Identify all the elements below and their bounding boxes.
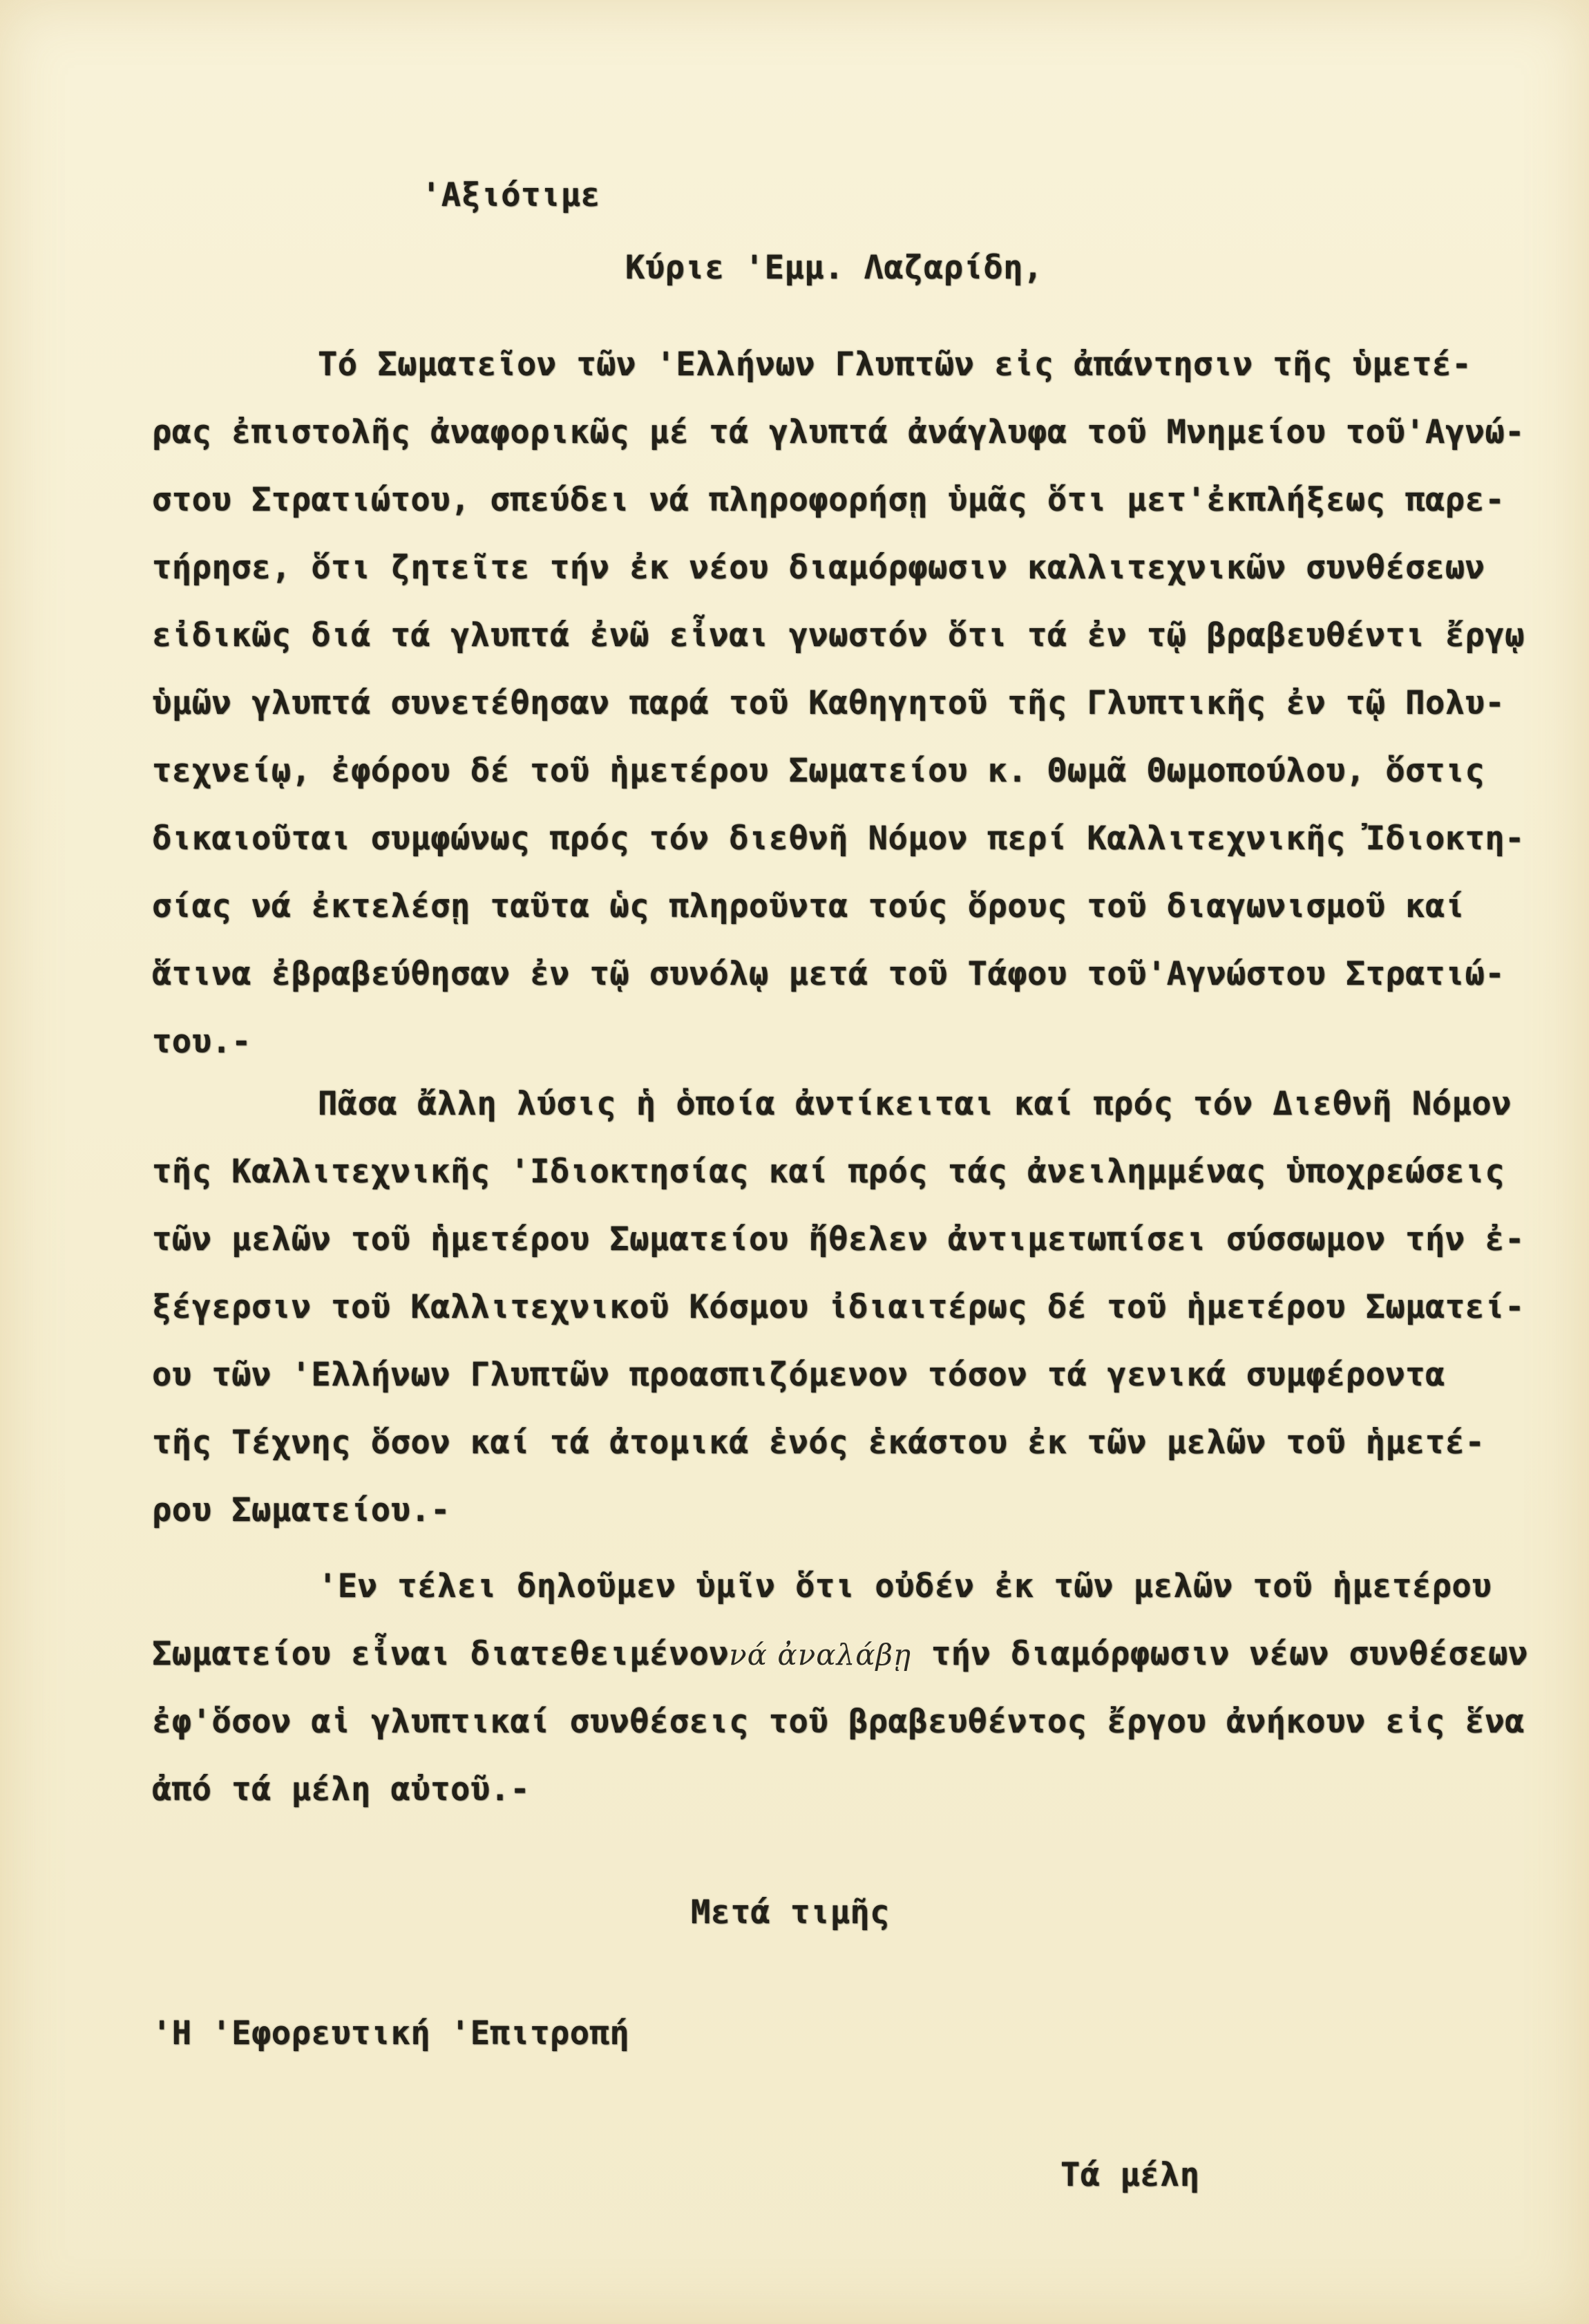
paragraph-1-line: του.- <box>152 1023 251 1061</box>
paragraph-2-line: τῶν μελῶν τοῦ ἡμετέρου Σωματείου ἤθελεν ἀντιμετωπίσει σύσσωμον τήν ἐ- <box>152 1220 1525 1258</box>
handwritten-insertion: νά ἀναλάβῃ <box>729 1638 912 1672</box>
paragraph-1-line: στου Στρατιώτου, σπεύδει νά πληροφορήσῃ ὑμᾶς ὅτι μετ'ἐκπλήξεως παρε- <box>152 481 1505 519</box>
salutation: 'Αξιότιμε <box>421 176 601 214</box>
paragraph-2-line: τῆς Τέχνης ὅσον καί τά ἀτομικά ἑνός ἑκάστου ἐκ τῶν μελῶν τοῦ ἡμετέ- <box>152 1424 1485 1462</box>
typed-text: τήν διαμόρφωσιν νέων συνθέσεων <box>931 1635 1528 1673</box>
paragraph-1-line: Τό Σωματεῖον τῶν 'Ελλήνων Γλυπτῶν εἰς ἀπάντησιν τῆς ὑμετέ- <box>318 346 1472 384</box>
paragraph-3-line <box>152 1635 1528 1673</box>
paragraph-2-line: ρου Σωματείου.- <box>152 1491 450 1529</box>
paragraph-3-line: ἐφ'ὅσον αἱ γλυπτικαί συνθέσεις τοῦ βραβευθέντος ἔργου ἀνήκουν εἰς ἕνα <box>152 1703 1525 1741</box>
paragraph-1-line: σίας νά ἐκτελέσῃ ταῦτα ὡς πληροῦντα τούς ὅρους τοῦ διαγωνισμοῦ καί <box>152 887 1465 925</box>
paragraph-3-line: 'Εν τέλει δηλοῦμεν ὑμῖν ὅτι οὐδέν ἐκ τῶν μελῶν τοῦ ἡμετέρου <box>318 1567 1492 1605</box>
paragraph-1-line: τήρησε, ὅτι ζητεῖτε τήν ἐκ νέου διαμόρφωσιν καλλιτεχνικῶν συνθέσεων <box>152 549 1485 587</box>
paragraph-3-line: ἀπό τά μέλη αὐτοῦ.- <box>152 1770 531 1808</box>
addressee: Κύριε 'Εμμ. Λαζαρίδη, <box>625 249 1043 287</box>
paragraph-1-line: ρας ἐπιστολῆς ἀναφορικῶς μέ τά γλυπτά ἀνάγλυφα τοῦ Μνημείου τοῦ'Αγνώ- <box>152 413 1525 451</box>
paragraph-1-line: ἅτινα ἐβραβεύθησαν ἐν τῷ συνόλῳ μετά τοῦ Τάφου τοῦ'Αγνώστου Στρατιώ- <box>152 955 1505 993</box>
paragraph-2-line: ου τῶν 'Ελλήνων Γλυπτῶν προασπιζόμενον τόσον τά γενικά συμφέροντα <box>152 1356 1445 1394</box>
closing: Μετά τιμῆς <box>691 1893 890 1931</box>
members-label: Τά μέλη <box>1060 2156 1200 2194</box>
paragraph-2-line: ξέγερσιν τοῦ Καλλιτεχνικοῦ Κόσμου ἰδιαιτέρως δέ τοῦ ἡμετέρου Σωματεί- <box>152 1288 1525 1326</box>
paragraph-1-line: εἰδικῶς διά τά γλυπτά ἐνῶ εἶναι γνωστόν ὅτι τά ἐν τῷ βραβευθέντι ἔργῳ <box>152 616 1525 654</box>
paragraph-1-line: δικαιοῦται συμφώνως πρός τόν διεθνῆ Νόμον περί Καλλιτεχνικῆς Ἰδιοκτη- <box>152 820 1525 858</box>
paragraph-1-line: τεχνείῳ, ἐφόρου δέ τοῦ ἡμετέρου Σωματείου κ. Θωμᾶ Θωμοπούλου, ὅστις <box>152 752 1485 790</box>
paragraph-2-line: τῆς Καλλιτεχνικῆς 'Ιδιοκτησίας καί πρός τάς ἀνειλημμένας ὑποχρεώσεις <box>152 1153 1505 1191</box>
paragraph-2-line: Πᾶσα ἄλλη λύσις ἡ ὁποία ἀντίκειται καί πρός τόν Διεθνῆ Νόμον <box>318 1085 1512 1123</box>
paragraph-1-line: ὑμῶν γλυπτά συνετέθησαν παρά τοῦ Καθηγητοῦ τῆς Γλυπτικῆς ἐν τῷ Πολυ- <box>152 684 1505 722</box>
typed-text: Σωματείου εἶναι διατεθειμένον <box>152 1635 730 1673</box>
signatory: 'Η 'Εφορευτική 'Επιτροπή <box>152 2014 630 2052</box>
